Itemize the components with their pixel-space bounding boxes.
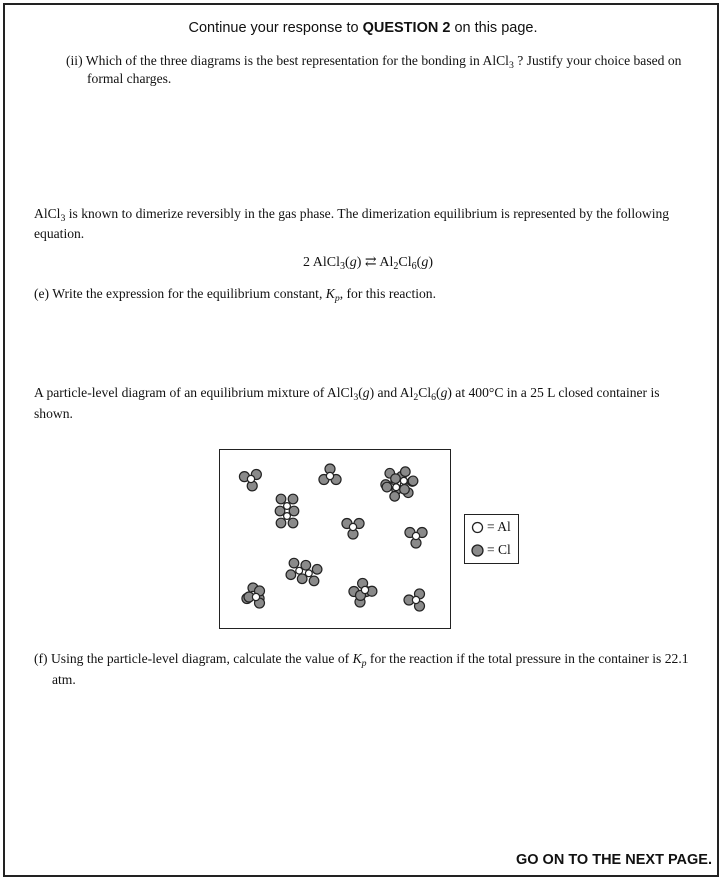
dimerization-paragraph: AlCl$_3$ is known to dimerize reversibly in the gas phase. The dimerization equilibrium is represented by the following equation. — [34, 206, 670, 241]
next-page-footer: GO ON TO THE NEXT PAGE. — [515, 852, 712, 868]
cl-atom — [309, 576, 319, 586]
equilibrium-equation: 2 AlCl$_3$(g) ⇄ $Al_2Cl_6(g)$ — [303, 255, 433, 273]
cl-atom — [382, 482, 392, 492]
al-atom — [247, 475, 254, 482]
al2cl6-dimer — [286, 558, 322, 585]
cl-atom — [400, 485, 410, 495]
al-atom — [305, 570, 312, 577]
cl-atom — [408, 476, 418, 486]
particle-diagram — [219, 449, 451, 629]
al-atom — [284, 513, 291, 520]
legend-al-label: = Al — [487, 519, 511, 534]
alcl3-monomer — [319, 464, 341, 485]
legend-cl-label: = Cl — [487, 542, 511, 557]
al-atom — [412, 596, 419, 603]
legend-al — [471, 518, 511, 536]
al-atom — [361, 586, 368, 593]
alcl3-monomer — [239, 470, 261, 491]
cl-atom — [286, 570, 296, 580]
particle-diagram-paragraph: A particle-level diagram of an equilibrium mixture of AlCl$_3$(g) and $Al_2Cl_6(g)$ at 400°C in a 25 L closed container is shown. — [34, 385, 660, 421]
legend-cl — [471, 541, 511, 559]
al-atom — [284, 503, 291, 510]
question-e: (e) Write the expression for the equilibrium constant, $K_p$, for this reaction. — [34, 286, 436, 304]
alcl3-monomer — [404, 589, 425, 611]
al-atom — [400, 477, 407, 484]
al-atom — [252, 593, 259, 600]
page-frame — [3, 3, 719, 877]
cl-atom — [401, 467, 411, 477]
al2cl6-dimer — [275, 494, 299, 528]
cl-atom — [312, 565, 322, 575]
alcl3-monomer — [342, 519, 364, 540]
cl-atom — [390, 492, 400, 502]
particle-canvas — [220, 450, 449, 627]
al-atom — [412, 532, 419, 539]
al-atom — [326, 472, 333, 479]
question-f: (f) Using the particle-level diagram, calculate the value of $K_p$ for the reaction if the total pressure in the container is 22.1 atm. — [34, 651, 689, 687]
al-atom — [349, 523, 356, 530]
cl-atom — [288, 494, 298, 504]
cl-atom — [288, 518, 298, 528]
cl-atom-icon — [471, 544, 484, 557]
question-ii: (ii) Which of the three diagrams is the best representation for the bonding in AlCl$_3$ ? Justify your choice based on formal charges. — [66, 53, 682, 86]
alcl3-monomer — [405, 528, 427, 549]
cl-atom — [289, 558, 299, 568]
cl-atom — [276, 518, 286, 528]
cl-atom — [276, 494, 286, 504]
page-header: Continue your response to QUESTION 2 on this page. — [188, 20, 538, 36]
al-atom-icon — [471, 521, 484, 534]
cl-atom — [391, 474, 401, 484]
al-atom — [393, 484, 400, 491]
al-atom — [296, 567, 303, 574]
legend — [464, 514, 519, 564]
